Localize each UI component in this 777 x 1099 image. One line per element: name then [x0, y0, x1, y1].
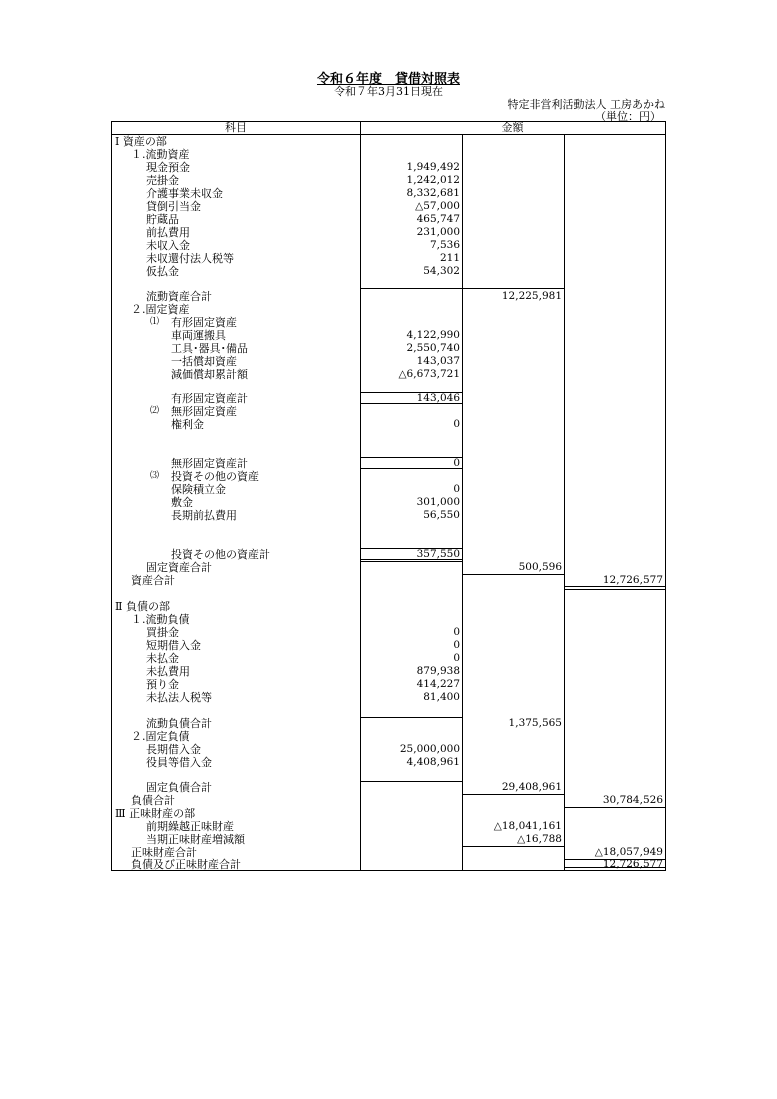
table-row: 未払費用 879,938: [146, 665, 460, 678]
table-row: 固定資産合計 500,596: [146, 561, 562, 574]
table-row: 貯蔵品 465,747: [146, 213, 460, 226]
table-row: 未払金 0: [146, 652, 460, 665]
table-row: 未払法人税等 81,400: [146, 691, 460, 704]
table-row: 貸倒引当金 △57,000: [146, 200, 460, 213]
table-row: 未収入金 7,536: [146, 239, 460, 252]
table-row: 前期繰越正味財産 △18,041,161: [146, 820, 562, 833]
table-row: 固定負債合計 29,408,961: [146, 781, 562, 794]
table-row: 当期正味財産増減額 △16,788: [146, 833, 562, 846]
table-row: Ⅱ 負債の部: [115, 600, 170, 613]
as-of-date: 令和７年3月31日現在: [334, 85, 443, 98]
table-row: 敷金 301,000: [171, 496, 460, 509]
table-row: Ⅲ 正味財産の部: [115, 807, 196, 820]
table-row: 負債及び正味財産合計 12,726,577: [131, 858, 663, 871]
subtotal-rule: [360, 288, 462, 289]
table-row: 短期借入金 0: [146, 639, 460, 652]
header-amount: 金額: [501, 121, 524, 134]
table-row: 預り金 414,227: [146, 678, 460, 691]
balance-sheet-table: [111, 121, 666, 871]
table-row: 減価償却累計額 △6,673,721: [171, 368, 460, 381]
table-row: 買掛金 0: [146, 626, 460, 639]
table-row: 現金預金 1,949,492: [146, 161, 460, 174]
document-title: 令和６年度 貸借対照表: [316, 72, 460, 87]
table-row: 仮払金 54,302: [146, 265, 460, 278]
table-row: 正味財産合計 △18,057,949: [131, 846, 663, 859]
table-row: １.流動資産: [131, 148, 190, 161]
table-row: 投資その他の資産計 357,550: [171, 548, 460, 561]
table-row: 負債合計 30,784,526: [131, 794, 663, 807]
table-row: 長期前払費用 56,550: [171, 509, 460, 522]
table-row: 車両運搬具 4,122,990: [171, 329, 460, 342]
table-row: 売掛金 1,242,012: [146, 174, 460, 187]
table-row: 流動負債合計 1,375,565: [146, 717, 562, 730]
table-row: 保険積立金 0: [171, 483, 460, 496]
table-row: ２.固定負債: [131, 730, 190, 743]
table-row: 有形固定資産計 143,046: [171, 392, 460, 405]
table-row: 介護事業未収金 8,332,681: [146, 187, 460, 200]
subtotal-rule: [462, 288, 564, 289]
table-row: 工具･器具･備品 2,550,740: [171, 342, 460, 355]
table-row: 未収還付法人税等 211: [146, 252, 460, 265]
table-row: 前払費用 231,000: [146, 226, 460, 239]
table-row: １.流動負債: [131, 613, 190, 626]
table-row: ２.固定資産: [131, 303, 190, 316]
table-row: 長期借入金 25,000,000: [146, 743, 460, 756]
currency-unit: （単位：円）: [595, 110, 661, 123]
table-row: 役員等借入金 4,408,961: [146, 756, 460, 769]
table-row: 無形固定資産計 0: [171, 457, 460, 470]
table-row: ⑵ 無形固定資産: [150, 405, 237, 418]
header-subject: 科目: [225, 121, 247, 134]
table-row: 流動資産合計 12,225,981: [146, 290, 562, 303]
table-row: 権利金 0: [171, 418, 460, 431]
table-row: 一括償却資産 143,037: [171, 355, 460, 368]
table-row: Ⅰ 資産の部: [115, 135, 167, 148]
table-row: ⑶ 投資その他の資産: [150, 470, 259, 483]
table-row: ⑴ 有形固定資産: [150, 316, 237, 329]
organization-name: 特定非営利活動法人 工房あかね: [507, 98, 665, 111]
table-row: 資産合計 12,726,577: [131, 574, 663, 587]
